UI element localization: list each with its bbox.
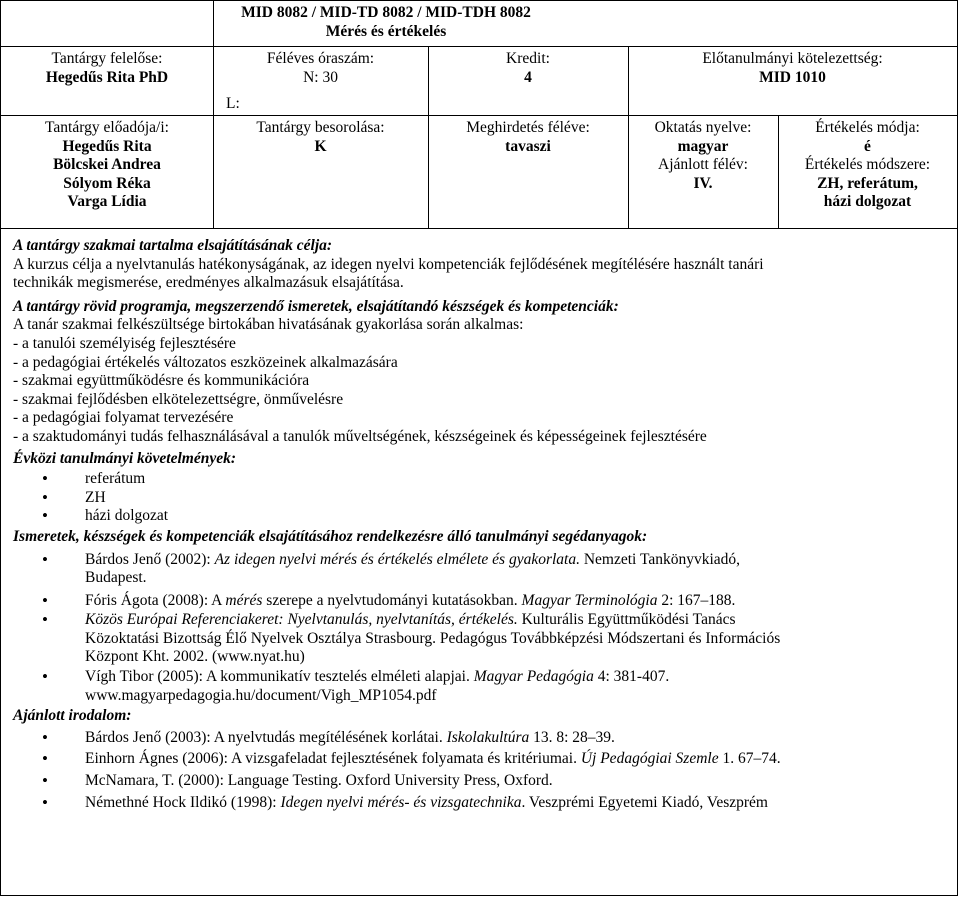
list-item xyxy=(13,551,953,588)
reference-emphasis: mérés xyxy=(225,591,263,609)
responsible-label: Tantárgy felelőse: xyxy=(51,50,163,67)
hours-n: N: 30 xyxy=(303,68,338,86)
reference-text: 4: 381-407. xyxy=(593,668,670,686)
reference-text: Kulturális Együttműködési Tanács xyxy=(517,611,736,629)
reference-text: Némethné Hock Ildikó (1998): xyxy=(85,793,281,811)
lecturer-name: Bölcskei Andrea xyxy=(53,156,161,174)
reference-journal: Iskolakultúra xyxy=(446,728,530,746)
program-item: - a tanulói személyiség fejlesztésére xyxy=(13,334,236,352)
recommended-semester-value: IV. xyxy=(693,174,713,192)
program-heading: A tantárgy rövid programja, megszerzendő ismeretek, elsajátítandó készségek és kompetenciák: xyxy=(13,297,619,315)
reference-text: 2: 167–188. xyxy=(657,591,736,609)
classification-label: Tantárgy besorolása: xyxy=(256,119,385,136)
credit-value: 4 xyxy=(524,68,532,86)
credit-label: Kredit: xyxy=(506,50,550,67)
reference-url: www.magyarpedagogia.hu/document/Vigh_MP1054.pdf xyxy=(85,686,437,704)
language-cell xyxy=(628,119,778,193)
list-item xyxy=(13,794,953,813)
course-content xyxy=(13,237,953,812)
list-item xyxy=(13,750,953,769)
reference-text: Nemzeti Tankönyvkiadó, xyxy=(579,550,741,568)
hours-label: Féléves óraszám: xyxy=(266,50,375,67)
program-item: - szakmai együttműködésre és kommunikációra xyxy=(13,372,310,390)
grid-line xyxy=(1,115,957,116)
reference-title: Az idegen nyelvi mérés és értékelés elmélete és gyakorlata. xyxy=(214,550,580,568)
language-label: Oktatás nyelve: xyxy=(654,119,752,136)
semester-value: tavaszi xyxy=(505,137,551,155)
list-item xyxy=(13,772,953,791)
prereq-label: Előtanulmányi kötelezettség: xyxy=(702,50,883,67)
lecturers-cell xyxy=(1,119,213,212)
course-title xyxy=(213,4,559,41)
reference-title: Közös Európai Referenciakeret: Nyelvtanulás, nyelvtanítás, értékelés. xyxy=(85,611,518,629)
reference-text: McNamara, T. (2000): Language Testing. Oxford University Press, Oxford. xyxy=(85,772,553,790)
requirements-list xyxy=(13,470,953,526)
reference-text: 13. 8: 28–39. xyxy=(529,728,615,746)
prereq-cell xyxy=(628,50,957,87)
literature-heading: Ajánlott irodalom: xyxy=(13,707,132,725)
program-intro: A tanár szakmai felkészültsége birtokában hivatásának gyakorlása során alkalmas: xyxy=(13,316,524,334)
reference-text: . Veszprémi Egyetemi Kiadó, Veszprém xyxy=(521,793,768,811)
reference-text: Budapest. xyxy=(85,569,147,587)
list-item xyxy=(13,668,953,705)
program-item: - a pedagógiai értékelés változatos eszközeinek alkalmazására xyxy=(13,353,398,371)
program-item: - a pedagógiai folyamat tervezésére xyxy=(13,409,234,427)
classification-value: K xyxy=(314,137,327,155)
credit-cell xyxy=(428,50,628,87)
hours-l: L: xyxy=(226,95,240,112)
list-item xyxy=(13,592,953,611)
list-item xyxy=(13,729,953,748)
reference-journal: Magyar Terminológia xyxy=(521,591,658,609)
grid-line xyxy=(1,46,957,47)
eval-mode-value: é xyxy=(864,137,871,155)
goal-heading: A tantárgy szakmai tartalma elsajátításának célja: xyxy=(13,237,333,254)
lecturer-name: Hegedűs Rita xyxy=(62,137,152,155)
reference-text: Vígh Tibor (2005): A kommunikatív tesztelés elméleti alapjai. xyxy=(85,668,474,686)
recommended-semester-label: Ajánlott félév: xyxy=(658,156,748,174)
program-item: - szakmai fejlődésben elkötelezettségre, önművelésre xyxy=(13,390,344,408)
evaluation-cell xyxy=(778,119,957,212)
reference-text: Fóris Ágota (2008): A xyxy=(85,591,226,609)
reference-text: Közoktatási Bizottság Élő Nyelvek Osztálya Strasbourg. Pedagógus Továbbképzési Módszertani és Információs xyxy=(85,629,781,647)
grid-line xyxy=(1,228,957,229)
goal-text: A kurzus célja a nyelvtanulás hatékonyságának, az idegen nyelvi kompetenciák fejlődésének megítélésére használt tanári xyxy=(13,255,764,273)
hours-cell xyxy=(213,50,428,87)
program-item: - a szaktudományi tudás felhasználásával a tanulók műveltségének, készségeinek és képességeinek fejlesztésére xyxy=(13,427,707,445)
course-subject: Mérés és értékelés xyxy=(325,22,447,40)
semester-label: Meghirdetés féléve: xyxy=(466,119,590,136)
classification-cell xyxy=(213,119,428,156)
course-code: MID 8082 / MID-TD 8082 / MID-TDH 8082 xyxy=(241,4,531,21)
semester-cell xyxy=(428,119,628,156)
lecturer-name: Varga Lídia xyxy=(67,193,147,211)
reference-journal: Új Pedagógiai Szemle xyxy=(580,750,719,768)
lecturers-label: Tantárgy előadója/i: xyxy=(45,119,169,136)
eval-mode-label: Értékelés módja: xyxy=(815,119,920,136)
materials-list xyxy=(13,551,953,706)
reference-text: Einhorn Ágnes (2006): A vizsgafeladat fejlesztésének folyamata és kritériumai. xyxy=(85,750,581,768)
prereq-value: MID 1010 xyxy=(759,68,826,86)
language-value: magyar xyxy=(677,137,729,155)
materials-heading: Ismeretek, készségek és kompetenciák elsajátításához rendelkezésre álló tanulmányi segédanyagok: xyxy=(13,527,648,545)
responsible-name: Hegedűs Rita PhD xyxy=(45,68,169,86)
reference-text: szerepe a nyelvtudományi kutatásokban. xyxy=(262,591,522,609)
reference-text: Bárdos Jenő (2003): A nyelvtudás megítélésének korlátai. xyxy=(85,728,447,746)
reference-text: Központ Kht. 2002. (www.nyat.hu) xyxy=(85,648,305,666)
list-item: • házi dolgozat xyxy=(13,507,953,526)
reference-text: 1. 67–74. xyxy=(718,750,781,768)
reference-title: Idegen nyelvi mérés- és vizsgatechnika xyxy=(280,793,522,811)
eval-methods-value: ZH, referátum, xyxy=(817,174,918,192)
goal-text: technikák megismerése, eredményes alkalmazásuk elsajátítása. xyxy=(13,274,404,292)
lecturer-name: Sólyom Réka xyxy=(63,174,151,192)
eval-methods-value: házi dolgozat xyxy=(823,193,912,211)
list-item: • referátum xyxy=(13,470,953,489)
requirements-heading: Évközi tanulmányi követelmények: xyxy=(13,449,237,467)
reference-text: Bárdos Jenő (2002): xyxy=(85,550,215,568)
literature-list xyxy=(13,729,953,812)
reference-journal: Magyar Pedagógia xyxy=(473,668,594,686)
eval-methods-label: Értékelés módszere: xyxy=(804,156,931,174)
list-item xyxy=(13,611,953,667)
list-item: • ZH xyxy=(13,489,953,508)
responsible-cell xyxy=(1,50,213,87)
